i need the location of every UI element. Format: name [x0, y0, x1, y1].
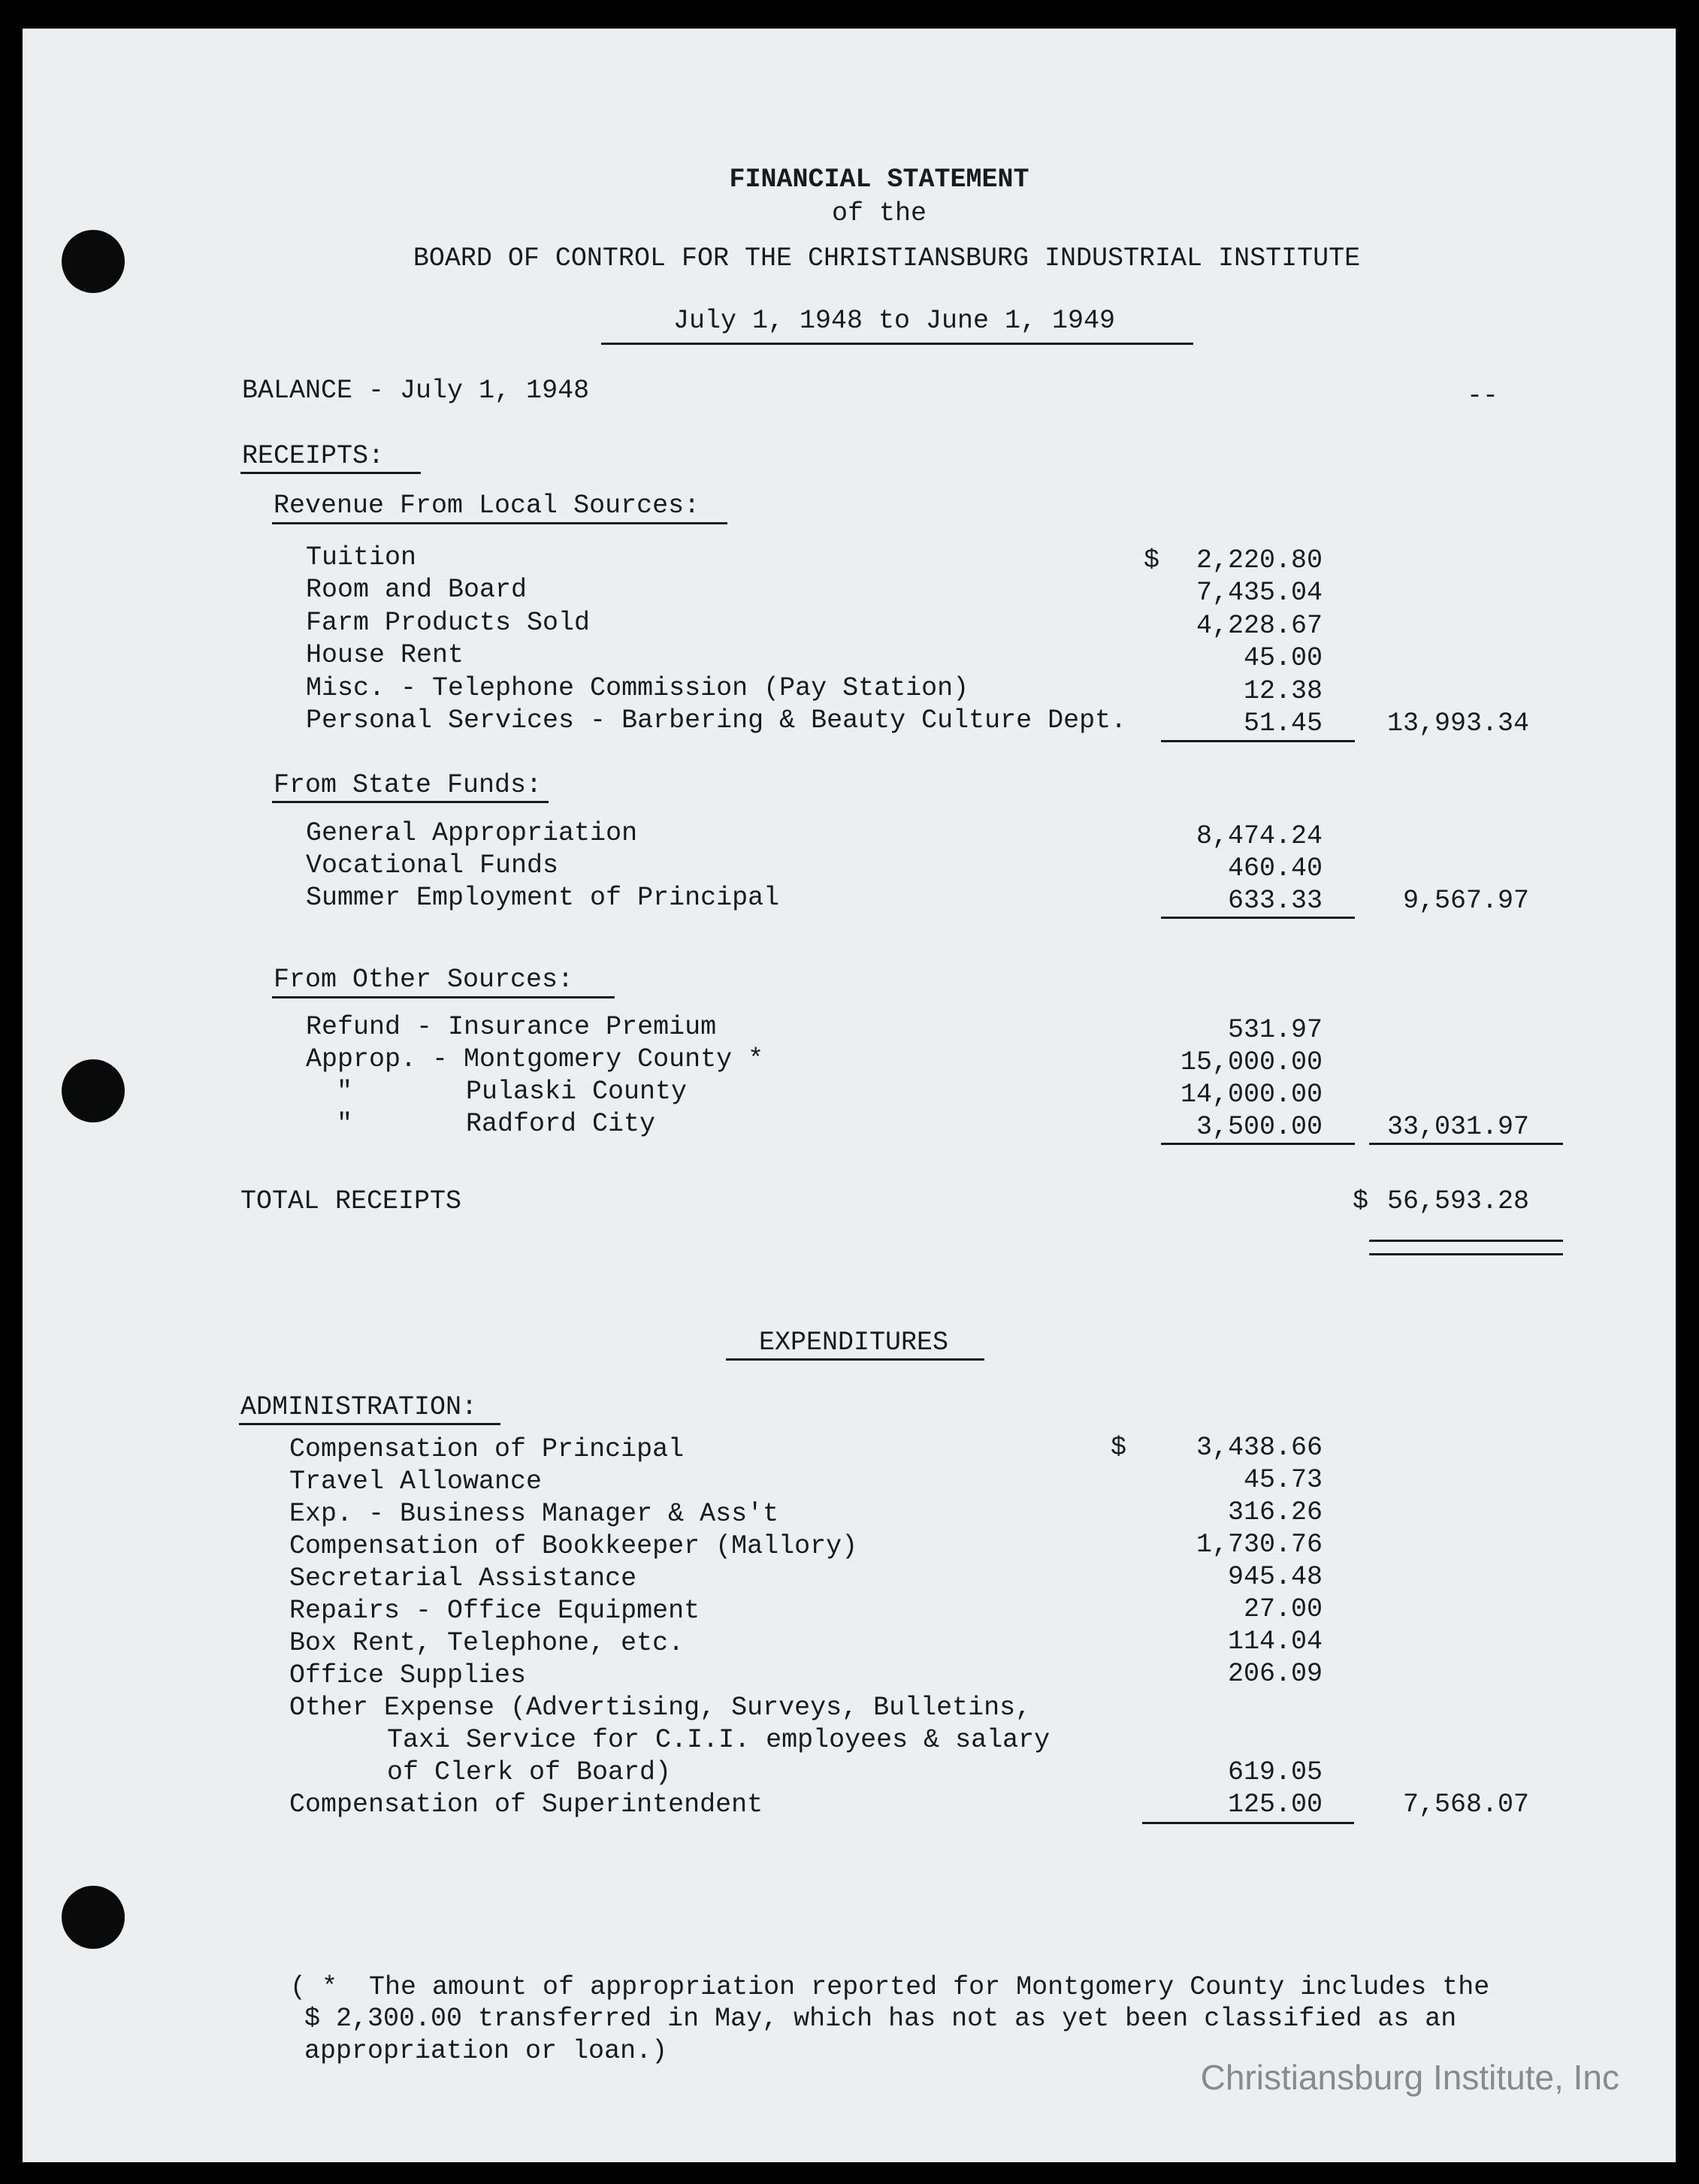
line-item-amount: 45.00 [1243, 643, 1323, 673]
local-subtotal: 13,993.34 [1386, 708, 1529, 739]
organization-name: BOARD OF CONTROL FOR THE CHRISTIANSBURG INDUSTRIAL INSTITUTE [413, 243, 1361, 273]
line-item-amount: 460.40 [1227, 853, 1323, 884]
line-item-amount: 531.97 [1227, 1015, 1323, 1045]
state-funds-underline [272, 801, 549, 803]
document-of-the: of the [831, 198, 927, 228]
line-item-amount: 51.45 [1243, 708, 1323, 739]
footnote-line-1: ( * The amount of appropriation reported for Montgomery County includes the [290, 1972, 1490, 2002]
period-underline [601, 343, 1193, 345]
line-item-amount: 1,730.76 [1196, 1530, 1323, 1560]
expenditures-heading: EXPENDITURES [758, 1328, 949, 1358]
line-item-amount: 7,435.04 [1196, 578, 1323, 608]
line-item-amount: 12.38 [1243, 676, 1323, 706]
line-item-label: Other Expense (Advertising, Surveys, Bulletins, [289, 1693, 1032, 1723]
punch-hole-middle [62, 1059, 125, 1122]
document-title: FINANCIAL STATEMENT [729, 165, 1029, 195]
punch-hole-bottom [62, 1886, 125, 1949]
line-item-label: Travel Allowance [289, 1467, 543, 1497]
line-item-label: Approp. - Montgomery County * [306, 1044, 764, 1074]
line-item-label-continued: of Clerk of Board) [387, 1757, 672, 1787]
line-item-amount: 8,474.24 [1196, 821, 1323, 851]
administration-heading: ADMINISTRATION: [240, 1392, 478, 1422]
line-item-label-continued: Taxi Service for C.I.I. employees & salary [387, 1725, 1051, 1755]
line-item-label: Office Supplies [289, 1660, 527, 1690]
line-item-label: Compensation of Principal [289, 1434, 685, 1464]
line-item-amount: 633.33 [1227, 886, 1323, 916]
period: July 1, 1948 to June 1, 1949 [673, 306, 1116, 336]
line-item-label: Secretarial Assistance [289, 1563, 637, 1593]
line-item-amount: 2,220.80 [1196, 545, 1323, 575]
other-sources-underline [272, 996, 615, 998]
expenditures-underline [726, 1358, 984, 1361]
total-dollar-sign: $ [1353, 1186, 1369, 1216]
local-dollar-sign: $ [1144, 545, 1160, 575]
receipts-underline [240, 472, 421, 474]
line-item-amount: 206.09 [1227, 1659, 1323, 1689]
total-receipts-value: 56,593.28 [1386, 1186, 1529, 1216]
receipts-heading: RECEIPTS: [242, 441, 385, 471]
line-item-amount: 15,000.00 [1180, 1047, 1323, 1077]
line-item-amount: 125.00 [1227, 1790, 1323, 1820]
line-item-label: Repairs - Office Equipment [289, 1596, 700, 1626]
line-item-amount: 316.26 [1227, 1497, 1323, 1527]
other-subtotal: 33,031.97 [1386, 1112, 1529, 1142]
line-item-label: Misc. - Telephone Commission (Pay Station) [306, 673, 969, 703]
state-funds-heading: From State Funds: [274, 770, 543, 800]
ditto-mark: " [337, 1109, 353, 1139]
punch-hole-top [62, 230, 125, 293]
column-underline [1161, 740, 1355, 742]
column-underline [1161, 1143, 1355, 1145]
footnote-line-3: appropriation or loan.) [304, 2036, 668, 2066]
document-page [23, 29, 1676, 2162]
line-item-label: Radford City [466, 1109, 656, 1139]
line-item-label: Room and Board [306, 575, 528, 605]
watermark: Christiansburg Institute, Inc [1200, 2058, 1619, 2097]
column-underline [1142, 1822, 1354, 1824]
balance-value: -- [1466, 381, 1498, 411]
line-item-amount: 114.04 [1227, 1627, 1323, 1657]
line-item-label: Farm Products Sold [306, 608, 591, 638]
admin-dollar-sign: $ [1111, 1433, 1127, 1463]
line-item-amount: 27.00 [1243, 1594, 1323, 1624]
line-item-amount: 3,438.66 [1196, 1433, 1323, 1463]
footnote-line-2: $ 2,300.00 transferred in May, which has not as yet been classified as an [304, 2004, 1457, 2034]
other-sources-heading: From Other Sources: [274, 965, 574, 995]
line-item-label: House Rent [306, 640, 464, 670]
line-item-amount: 619.05 [1227, 1757, 1323, 1787]
line-item-amount: 14,000.00 [1180, 1080, 1323, 1110]
administration-subtotal: 7,568.07 [1402, 1790, 1529, 1820]
column-underline [1161, 917, 1355, 919]
line-item-label: Personal Services - Barbering & Beauty Culture Dept. [306, 705, 1127, 736]
line-item-label: Compensation of Superintendent [289, 1790, 763, 1820]
ditto-mark: " [337, 1077, 353, 1107]
line-item-label: Refund - Insurance Premium [306, 1012, 717, 1042]
line-item-label: Exp. - Business Manager & Ass't [289, 1499, 779, 1529]
total-double-underline-1 [1369, 1240, 1563, 1242]
line-item-label: Box Rent, Telephone, etc. [289, 1628, 685, 1658]
local-sources-heading: Revenue From Local Sources: [274, 491, 700, 521]
total-receipts-label: TOTAL RECEIPTS [240, 1186, 462, 1216]
total-double-underline-2 [1369, 1253, 1563, 1255]
line-item-label: Pulaski County [466, 1077, 688, 1107]
line-item-label: General Appropriation [306, 818, 638, 848]
line-item-label: Tuition [306, 542, 417, 572]
line-item-amount: 4,228.67 [1196, 611, 1323, 641]
state-subtotal: 9,567.97 [1402, 886, 1529, 916]
line-item-amount: 3,500.00 [1196, 1112, 1323, 1142]
local-sources-underline [272, 522, 727, 524]
line-item-label: Vocational Funds [306, 850, 559, 881]
administration-underline [239, 1423, 500, 1425]
line-item-amount: 45.73 [1243, 1465, 1323, 1495]
balance-label: BALANCE - July 1, 1948 [242, 376, 590, 406]
line-item-label: Summer Employment of Principal [306, 883, 780, 913]
line-item-amount: 945.48 [1227, 1562, 1323, 1592]
line-item-label: Compensation of Bookkeeper (Mallory) [289, 1531, 858, 1561]
total-column-underline [1369, 1143, 1563, 1145]
